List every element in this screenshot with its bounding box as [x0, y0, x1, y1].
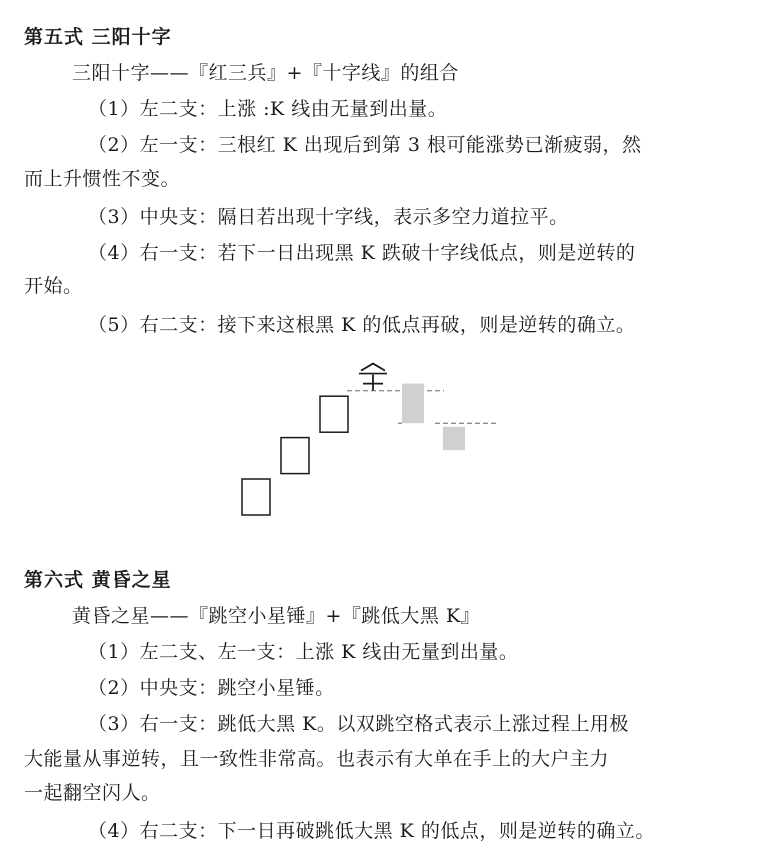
candlestick-figure	[230, 355, 520, 540]
rising-candle-1	[242, 479, 270, 515]
falling-candle-faded-5	[402, 384, 424, 424]
section-six-item-3-cont-1: 大能量从事逆转，且一致性非常高。也表示有大单在手上的大户主力	[24, 748, 610, 770]
rising-candle-2	[281, 438, 309, 474]
section-five-item-4: （4）右一支：若下一日出现黑 K 跌破十字线低点，则是逆转的	[88, 242, 636, 264]
section-five-heading: 第五式 三阳十字	[24, 26, 172, 48]
section-five-item-2-cont: 而上升惯性不变。	[24, 168, 181, 190]
section-six-item-2: （2）中央支：跳空小星锤。	[88, 677, 335, 699]
section-six-item-4: （4）右二支：下一日再破跳低大黑 K 的低点，则是逆转的确立。	[88, 820, 655, 842]
section-five-item-5: （5）右二支：接下来这根黑 K 的低点再破，则是逆转的确立。	[88, 314, 636, 336]
doji-cap-mark	[361, 364, 385, 371]
section-six-item-3-cont-2: 一起翻空闪人。	[24, 782, 161, 804]
section-five-item-2: （2）左一支：三根红 K 出现后到第 3 根可能涨势已渐疲弱，然	[88, 134, 642, 156]
falling-candle-faded-6	[443, 427, 465, 450]
section-five-item-3: （3）中央支：隔日若出现十字线，表示多空力道拉平。	[88, 206, 569, 228]
section-five-item-1: （1）左二支：上涨 :K 线由无量到出量。	[88, 98, 448, 120]
section-six-item-3: （3）右一支：跳低大黑 K。以双跳空格式表示上涨过程上用极	[88, 713, 629, 735]
section-five-item-4-cont: 开始。	[24, 275, 83, 297]
section-six-heading: 第六式 黄昏之星	[24, 569, 172, 591]
section-six-item-1: （1）左二支、左一支：上涨 K 线由无量到出量。	[88, 641, 519, 663]
rising-candle-3	[320, 396, 348, 432]
section-five-intro: 三阳十字——『红三兵』+『十字线』的组合	[72, 62, 459, 84]
section-six-intro: 黄昏之星——『跳空小星锤』+『跳低大黑 K』	[72, 605, 481, 627]
